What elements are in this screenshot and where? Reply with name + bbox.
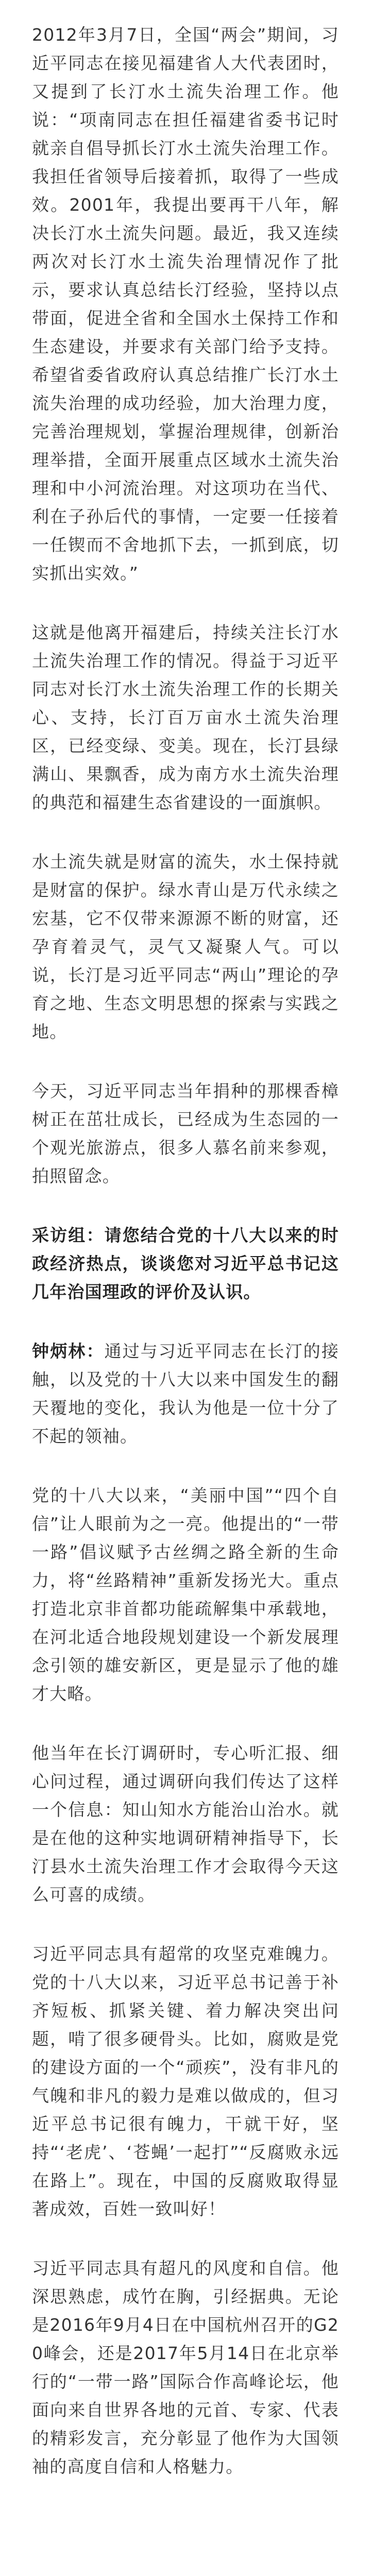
paragraph-text: 2012年3月7日，全国“两会”期间，习近平同志在接见福建省人大代表团时，又提到了长汀水土流失治理工作。他说：“项南同志在担任福建省委书记时就亲自倡导抓长汀水土流失治理工作。我担任省领导后接着抓，取得了一些成效。2001年，我提出要再干八年，解决长汀水土流失问题。最近，我又连续两次对长汀水土流失治理情况作了批示，要求认真总结长汀经验，坚持以点带面，促进全省和全国水土保持工作和生态建设，并要求有关部门给予支持。希望省委省政府认真总结推广长汀水土流失治理的成功经验，加大治理力度，完善治理规划，掌握治理规律，创新治理举措，全面开展重点区域水土流失治理和中小河流治理。对这项功在当代、利在子孙后代的事情，一定要一任接着一任锲而不舍地抓下去，一抓到底，切实抓出实效。” (32, 25, 339, 583)
paragraph-text: 这就是他离开福建后，持续关注长汀水土流失治理工作的情况。得益于习近平同志对长汀水土流失治理工作的长期关心、支持，长汀百万亩水土流失治理区，已经变绿、变美。现在，长汀县绿满山、果飘香，成为南方水土流失治理的典范和福建生态省建设的一面旗帜。 (32, 622, 339, 812)
paragraph-text: 习近平同志具有超凡的风度和自信。他深思熟虑，成竹在胸，引经据典。无论是2016年9月4日在中国杭州召开的G20峰会，还是2017年5月14日在北京举行的“一带一路”国际合作高峰论坛，他面向来自世界各地的元首、专家、代表的精彩发言，充分彰显了他作为大国领袖的高度自信和人格魅力。 (32, 2258, 339, 2477)
speaker-label: 钟炳林： (32, 1341, 105, 1361)
paragraph-text: 党的十八大以来，“美丽中国”“四个自信”让人眼前为之一亮。他提出的“一带一路”倡议赋予古丝绸之路全新的生命力，将“丝路精神”重新发扬光大。重点打造北京非首都功能疏解集中承载地，在河北适合地段规划建设一个新发展理念引领的雄安新区，更是显示了他的雄才大略。 (32, 1485, 339, 1704)
article-paragraph-7 (32, 1481, 339, 1708)
article-paragraph-3 (32, 848, 339, 1046)
paragraph-text: 他当年在长汀调研时，专心听汇报、细心问过程，通过调研向我们传达了这样一个信息：知山知水方能治山治水。就是在他的这种实地调研精神指导下，长汀县水土流失治理工作才会取得今天这么可喜的成绩。 (32, 1743, 339, 1905)
article-paragraph-2 (32, 618, 339, 817)
article-paragraph-10 (32, 2254, 339, 2481)
interviewee-answer (32, 1337, 339, 1450)
interviewer-question (32, 1221, 339, 1306)
paragraph-text: 水土流失就是财富的流失，水土保持就是财富的保护。绿水青山是万代永续之宏基，它不仅带来源源不断的财富，还孕育着灵气，灵气又凝聚人气。可以说，长汀是习近平同志“两山”理论的孕育之地、生态文明思想的探索与实践之地。 (32, 852, 339, 1042)
article-paragraph-4 (32, 1077, 339, 1190)
article-paragraph-9 (32, 1940, 339, 2223)
article-paragraph-1 (32, 21, 339, 587)
speaker-label: 采访组： (32, 1225, 105, 1245)
question-text: 请您结合党的十八大以来的时政经济热点，谈谈您对习近平总书记这几年治国理政的评价及认识。 (32, 1225, 339, 1302)
paragraph-text: 今天，习近平同志当年捐种的那棵香樟树正在茁壮成长，已经成为生态园的一个观光旅游点，很多人慕名前来参观，拍照留念。 (32, 1081, 339, 1186)
paragraph-text: 通过与习近平同志在长汀的接触，以及党的十八大以来中国发生的翻天覆地的变化，我认为他是一位十分了不起的领袖。 (32, 1341, 339, 1446)
article-paragraph-8 (32, 1739, 339, 1909)
paragraph-text: 习近平同志具有超常的攻坚克难魄力。党的十八大以来，习近平总书记善于补齐短板、抓紧关键、着力解决突出问题，啃了很多硬骨头。比如，腐败是党的建设方面的一个“顽疾”，没有非凡的气魄和非凡的毅力是难以做成的，但习近平总书记很有魄力，干就干好，坚持“‘老虎’、‘苍蝇’一起打”“反腐败永远在路上”。现在，中国的反腐败取得显著成效，百姓一致叫好！ (32, 1944, 339, 2219)
